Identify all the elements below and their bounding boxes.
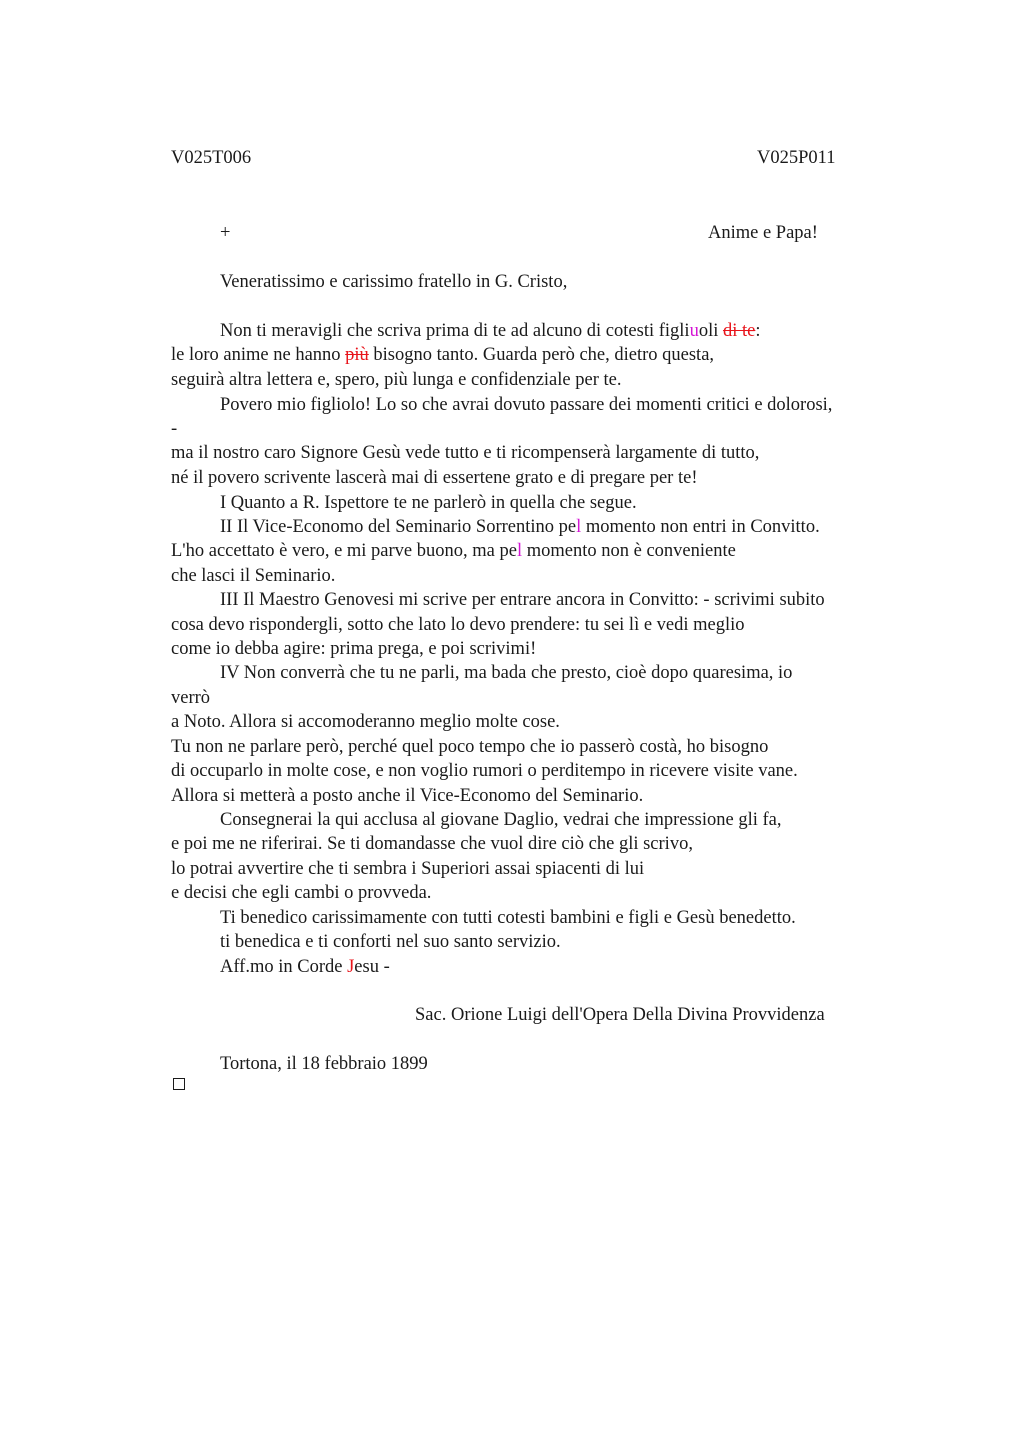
body-line: III Il Maestro Genovesi mi scrive per entrare ancora in Convitto: - scrivimi subito [220,590,825,610]
correction-mark: J [347,957,355,977]
insertion-mark: u [689,321,699,341]
cross-mark: + [220,223,231,243]
header-right-code: V025P011 [757,148,836,168]
insertion-mark: l [576,517,582,537]
body-line: di occuparlo in molte cose, e non voglio rumori o perditempo in ricevere visite vane. [171,761,798,781]
body-line: Allora si metterà a posto anche il Vice-Economo del Seminario. [171,786,644,806]
body-line: a Noto. Allora si accomoderanno meglio molte cose. [171,712,560,732]
body-line: né il povero scrivente lascerà mai di essertene grato e di pregare per te! [171,468,698,488]
body-line: IV Non converrà che tu ne parli, ma bada che presto, cioè dopo quaresima, io [220,663,793,683]
body-line: verrò [171,688,211,708]
body-line: II Il Vice-Economo del Seminario Sorrentino pel momento non entri in Convitto. [220,517,820,537]
body-line: I Quanto a R. Ispettore te ne parlerò in quella che segue. [220,493,637,513]
signature: Sac. Orione Luigi dell'Opera Della Divina Provvidenza [415,1005,825,1025]
body-line: Povero mio figliolo! Lo so che avrai dovuto passare dei momenti critici e dolorosi, [220,395,833,415]
body-line: le loro anime ne hanno più bisogno tanto. Guarda però che, dietro questa, [171,345,715,365]
body-line: che lasci il Seminario. [171,566,336,586]
body-line: e decisi che egli cambi o provveda. [171,883,432,903]
body-line: seguirà altra lettera e, spero, più lunga e confidenziale per te. [171,370,622,390]
body-line: lo potrai avvertire che ti sembra i Superiori assai spiacenti di lui [171,859,645,879]
body-line: ti benedica e ti conforti nel suo santo servizio. [220,932,561,952]
deletion-mark: di te [722,321,756,341]
salutation: Veneratissimo e carissimo fratello in G. Cristo, [220,272,568,292]
body-line: Consegnerai la qui acclusa al giovane Daglio, vedrai che impressione gli fa, [220,810,782,830]
body-line: Ti benedico carissimamente con tutti cotesti bambini e figli e Gesù benedetto. [220,908,796,928]
body-line: e poi me ne riferirai. Se ti domandasse che vuol dire ciò che gli scrivo, [171,834,693,854]
body-line: Tu non ne parlare però, perché quel poco tempo che io passerò costà, ho bisogno [171,737,769,757]
motto: Anime e Papa! [708,223,818,243]
body-line: come io debba agire: prima prega, e poi scrivimi! [171,639,537,659]
dateline: Tortona, il 18 febbraio 1899 [220,1054,428,1074]
insertion-mark: l [516,541,523,561]
body-line: ma il nostro caro Signore Gesù vede tutto e ti ricompenserà largamente di tutto, [171,443,760,463]
closing-line: Aff.mo in Corde Jesu - [220,957,390,977]
body-line: cosa devo rispondergli, sotto che lato lo devo prendere: tu sei lì e vedi meglio [171,615,745,635]
body-line: L'ho accettato è vero, e mi parve buono, ma pel momento non è conveniente [171,541,736,561]
body-line: - [171,419,178,439]
header-left-code: V025T006 [171,148,252,168]
deletion-mark: più [345,345,369,365]
body-line: Non ti meravigli che scriva prima di te ad alcuno di cotesti figliuoli di te: [220,321,761,341]
empty-checkbox-icon [173,1078,185,1090]
